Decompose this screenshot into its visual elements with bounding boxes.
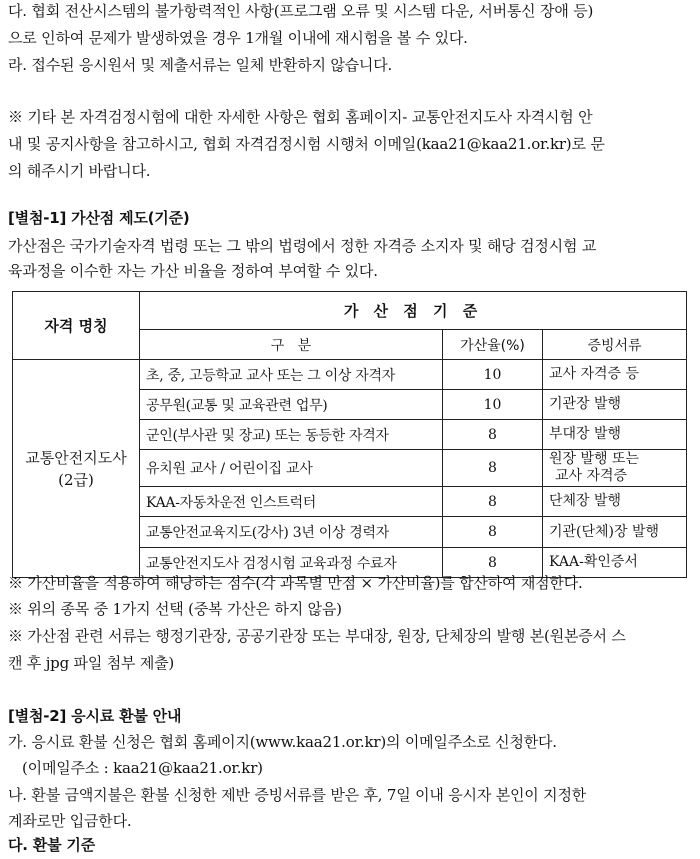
document-header: 증빙서류 (543, 330, 687, 360)
row-document: KAA-확인증서 (543, 548, 687, 578)
table-header-row (13, 292, 687, 330)
note-line3: 의 해주시기 바랍니다. (8, 162, 151, 180)
row-rate: 10 (443, 360, 543, 390)
annex2-email: (이메일주소 : kaa21@kaa21.or.kr) (22, 759, 263, 777)
annex1-desc-line1: 가산점은 국가기술자격 법령 또는 그 밖의 법령에서 정한 자격증 소지자 및 해당 검정시험 교 (8, 237, 597, 255)
item-ra: 라. 접수된 응시원서 및 제출서류는 일체 반환하지 않습니다. (8, 56, 393, 74)
annex1-note-3-line1: ※ 가산점 관련 서류는 행정기관장, 공공기관장 또는 부대장, 원장, 단체장의 발행 본(원본증서 스 (8, 627, 626, 645)
row-document: 부대장 발행 (543, 420, 687, 450)
row-item: 초, 중, 고등학교 교사 또는 그 이상 자격자 (140, 360, 443, 390)
qualification-grade: (2급) (58, 470, 94, 489)
table-row (13, 360, 687, 390)
row-document: 기관(단체)장 발행 (543, 517, 687, 548)
annex2-item-da: 다. 환불 기준 (8, 836, 95, 854)
qualification-header: 자격 명칭 (13, 292, 140, 360)
qualification-cell (13, 360, 140, 578)
annex2-title: [별첨-2] 응시료 환불 안내 (8, 707, 182, 725)
row-rate: 8 (443, 487, 543, 517)
bonus-points-table (12, 291, 687, 578)
row-item: 교통안전지도사 검정시험 교육과정 수료자 (140, 548, 443, 578)
annex1-note-2: ※ 위의 종목 중 1가지 선택 (중복 가산은 하지 않음) (8, 600, 342, 618)
row-document-line2: 교사 자격증 (555, 468, 628, 484)
row-document-line1: 원장 발행 또는 (549, 451, 640, 467)
annex1-desc-line2: 육과정을 이수한 자는 가산 비율을 정하여 부여할 수 있다. (8, 262, 378, 280)
row-rate: 8 (443, 450, 543, 487)
annex2-item-ga: 가. 응시료 환불 신청은 협회 홈페이지(www.kaa21.or.kr)의 이메일주소로 신청한다. (8, 733, 557, 751)
annex2-item-na-line2: 계좌로만 입금한다. (8, 812, 132, 830)
annex2-item-na-line1: 나. 환불 금액지불은 환불 신청한 제반 증빙서류를 받은 후, 7일 이내 응시자 본인이 지정한 (8, 786, 587, 804)
rate-header: 가산율(%) (443, 330, 543, 360)
row-item: 유치원 교사 / 어린이집 교사 (140, 450, 443, 487)
row-document: 기관장 발행 (543, 390, 687, 420)
row-rate: 8 (443, 420, 543, 450)
bonus-criteria-header: 가 산 점 기 준 (140, 292, 687, 330)
item-da-line1: 다. 협회 전산시스템의 불가항력적인 사항(프로그램 오류 및 시스템 다운, 서버통신 장애 등) (8, 2, 594, 20)
row-item: 교통안전교육지도(강사) 3년 이상 경력자 (140, 517, 443, 548)
item-header: 구 분 (140, 330, 443, 360)
annex1-note-1: ※ 가산비율을 적용하여 해당하는 점수(각 과목별 만점 × 가산비율)를 합산하여 채점한다. (8, 574, 583, 592)
item-da-line2: 으로 인하여 문제가 발생하였을 경우 1개월 이내에 재시험을 볼 수 있다. (8, 29, 468, 47)
annex1-note-3-line2: 캔 후 jpg 파일 첨부 제출) (8, 654, 175, 672)
row-rate: 8 (443, 548, 543, 578)
row-item: KAA-자동차운전 인스트럭터 (140, 487, 443, 517)
row-document: 단체장 발행 (543, 487, 687, 517)
annex1-title: [별첨-1] 가산점 제도(기준) (8, 209, 190, 227)
note-line1: ※ 기타 본 자격검정시험에 대한 자세한 사항은 협회 홈페이지- 교통안전지도사 자격시험 안 (8, 108, 593, 126)
row-item: 공무원(교통 및 교육관련 업무) (140, 390, 443, 420)
row-item: 군인(부사관 및 장교) 또는 동등한 자격자 (140, 420, 443, 450)
row-rate: 8 (443, 517, 543, 548)
qualification-name: 교통안전지도사 (25, 448, 127, 467)
note-line2: 내 및 공지사항을 참고하시고, 협회 자격검정시험 시행처 이메일(kaa21@kaa21.or.kr)로 문 (8, 135, 605, 153)
row-document: 교사 자격증 등 (543, 360, 687, 390)
row-rate: 10 (443, 390, 543, 420)
row-document (543, 450, 687, 487)
